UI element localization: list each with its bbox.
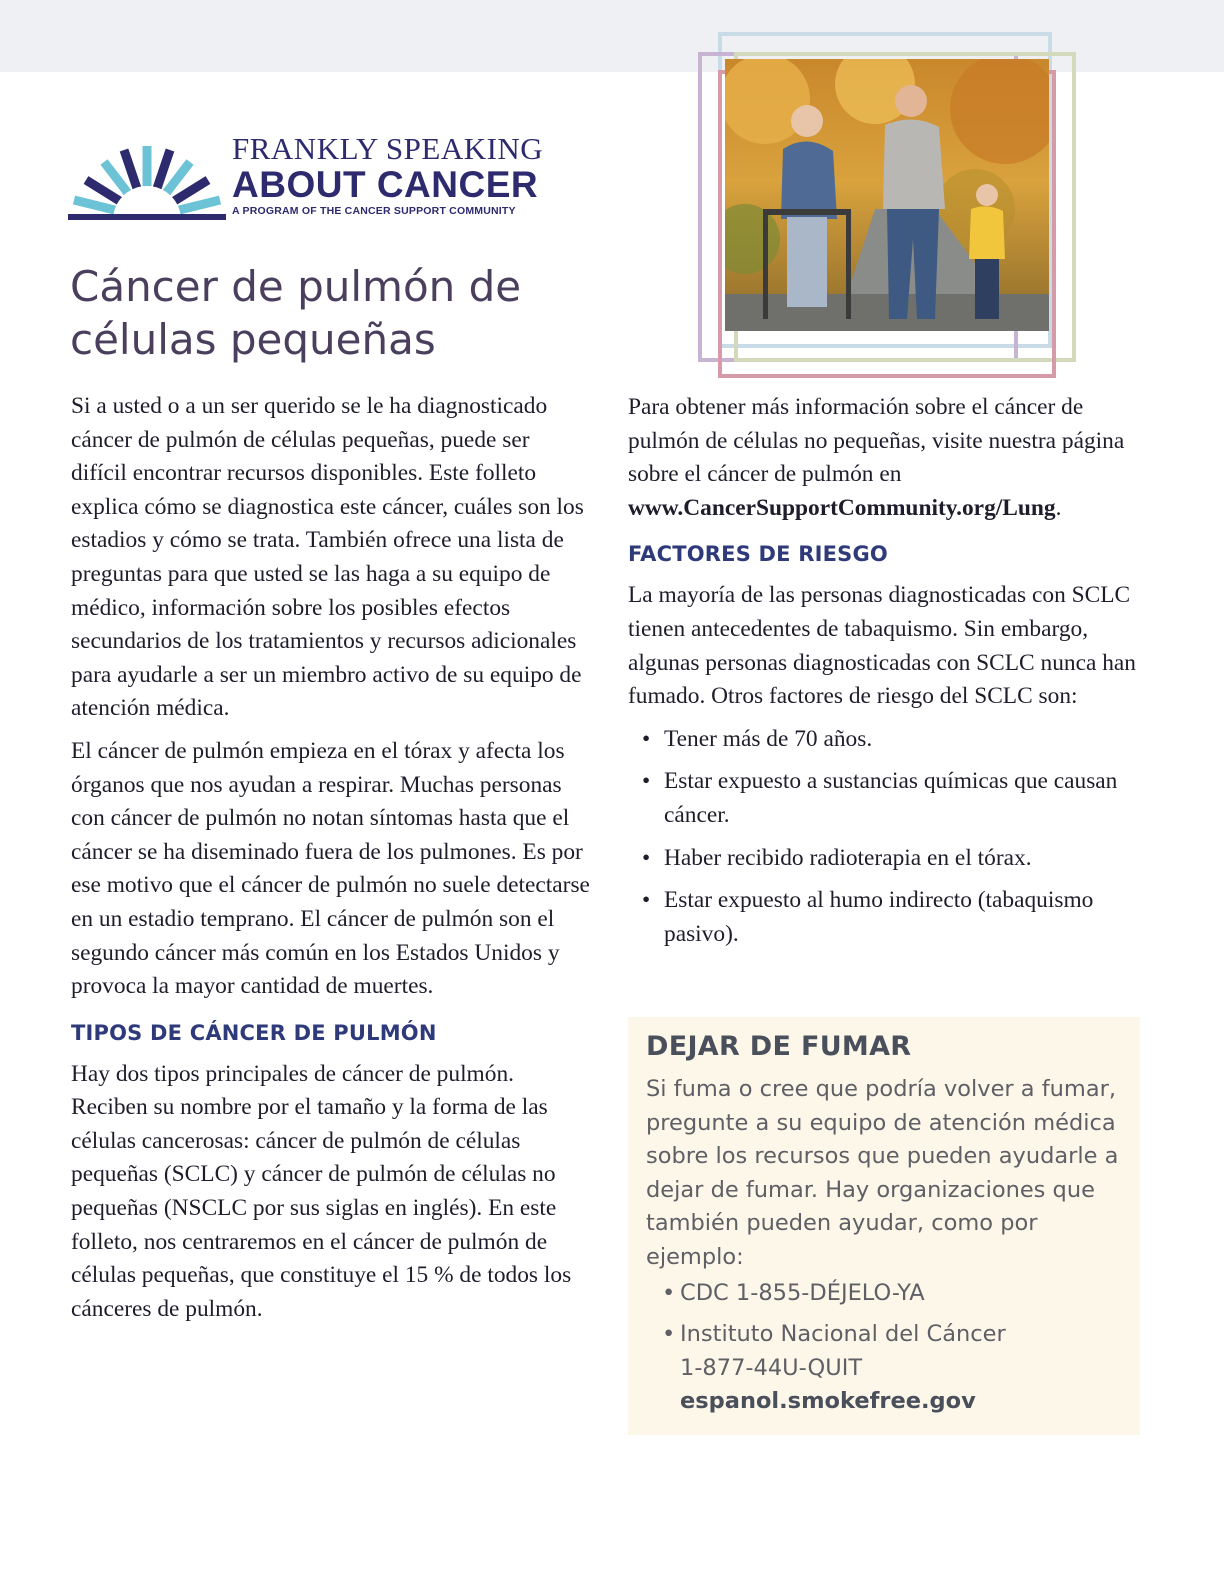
intro-paragraph-1: Si a usted o a un ser querido se le ha diagnosticado cáncer de pulmón de células pequeñas, puede ser difícil encontrar recursos disponibles. Este folleto explica cómo se diagnostica este cáncer, cuáles son los estadios y cómo se trata. También ofrece una lista de preguntas para que usted se las haga a su equipo de médico, información sobre los posibles efectos secundarios de los tratamientos y recursos adicionales para ayudarle a ser un miembro activo de su equipo de atención médica. — [71, 393, 584, 722]
list-item — [642, 884, 1138, 951]
list-item — [642, 723, 1138, 757]
bullet-icon: • — [642, 725, 651, 752]
risk-factor-text: Tener más de 70 años. — [664, 725, 873, 752]
bullet-icon: • — [642, 887, 651, 914]
nci-name: Instituto Nacional del Cáncer — [680, 1321, 1006, 1348]
quit-smoking-box — [628, 1017, 1140, 1435]
more-info-paragraph — [628, 391, 1138, 525]
types-heading: TIPOS DE CÁNCER DE PULMÓN — [71, 1020, 437, 1045]
more-info-text: Para obtener más información sobre el cáncer de pulmón de células no pequeñas, visite nuestra página sobre el cáncer de pulmón en — [628, 394, 1125, 488]
sunburst-logo-icon — [68, 140, 226, 220]
lung-page-link[interactable]: www.CancerSupportCommunity.org/Lung — [628, 494, 1056, 521]
bullet-icon: • — [662, 1321, 676, 1348]
logo-line-2: ABOUT CANCER — [232, 164, 539, 205]
risk-heading: FACTORES DE RIESGO — [628, 542, 888, 567]
risk-paragraph: La mayoría de las personas diagnosticadas con SCLC tienen antecedentes de tabaquismo. Sin embargo, algunas personas diagnosticadas con SCLC nunca han fumado. Otros factores de riesgo del SCLC son: — [628, 582, 1136, 710]
risk-factor-text: Estar expuesto a sustancias químicas que causan cáncer. — [664, 768, 1118, 828]
list-item — [642, 765, 1138, 832]
intro-paragraph-2: El cáncer de pulmón empieza en el tórax y afecta los órganos que nos ayudan a respirar. Muchas personas con cáncer de pulmón no notan síntomas hasta que el cáncer se ha diseminado fuera de los pulmones. Es por ese motivo que el cáncer de pulmón no suele detectarse en un estadio temprano. El cáncer de pulmón son el segundo cáncer más común en los Estados Unidos y provoca la mayor cantidad de muertes. — [71, 737, 590, 1000]
quit-resource-list — [646, 1277, 1122, 1419]
page-title: Cáncer de pulmón de células pequeñas — [70, 262, 522, 364]
list-item — [662, 1318, 1122, 1419]
bullet-icon: • — [642, 844, 651, 871]
types-paragraph: Hay dos tipos principales de cáncer de pulmón. Reciben su nombre por el tamaño y la forma de las células cancerosas: cáncer de pulmón de células pequeñas (SCLC) y cáncer de pulmón de células no pequeñas (NSCLC por sus siglas en inglés). En este folleto, nos centraremos en el cáncer de pulmón de células pequeñas, que constituye el 15 % de todos los cánceres de pulmón. — [71, 1060, 572, 1322]
risk-factor-list — [628, 723, 1138, 952]
logo-line-3: A PROGRAM OF THE CANCER SUPPORT COMMUNITY — [232, 205, 516, 217]
frankly-speaking-logo — [68, 132, 588, 227]
right-column — [628, 391, 1138, 960]
logo-line-1: FRANKLY SPEAKING — [232, 131, 544, 166]
list-item — [662, 1277, 1122, 1311]
left-column — [71, 390, 591, 1335]
more-info-end: . — [1055, 494, 1062, 521]
bullet-icon: • — [662, 1279, 676, 1306]
family-walking-photo — [725, 59, 1049, 331]
nci-hotline: 1-877-44U-QUIT — [680, 1354, 863, 1381]
risk-factor-text: Haber recibido radioterapia en el tórax. — [664, 844, 1032, 871]
family-photo-block — [696, 30, 1080, 380]
logo-wordmark — [232, 132, 543, 218]
list-item — [642, 842, 1138, 876]
risk-factor-text: Estar expuesto al humo indirecto (tabaquismo pasivo). — [664, 887, 1094, 947]
quit-box-title: DEJAR DE FUMAR — [646, 1031, 912, 1062]
quit-box-text: Si fuma o cree que podría volver a fumar, pregunte a su equipo de atención médica sobre los recursos que pueden ayudarle a dejar de fumar. Hay organizaciones que también pueden ayudar, como por ejemplo: — [646, 1076, 1119, 1270]
cdc-hotline: CDC 1-855-DÉJELO-YA — [680, 1279, 925, 1306]
smokefree-link[interactable]: espanol.smokefree.gov — [680, 1388, 976, 1415]
bullet-icon: • — [642, 768, 651, 795]
